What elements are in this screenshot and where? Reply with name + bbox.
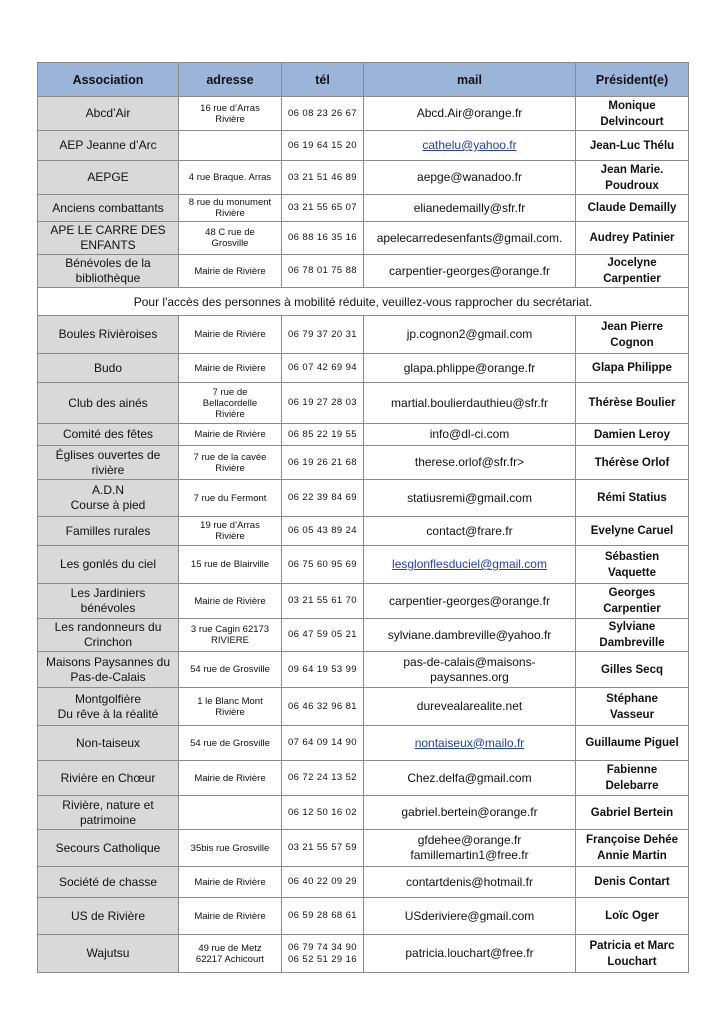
- president-cell: Guillaume Piguel: [576, 726, 689, 761]
- email-cell: apelecarredesenfants@gmail.com.: [364, 222, 576, 255]
- table-row: [38, 131, 689, 161]
- phone-cell: 06 59 28 68 61: [282, 898, 364, 935]
- table-row: [38, 222, 689, 255]
- table-row: [38, 161, 689, 195]
- association-cell: APE LE CARRE DES ENFANTS: [38, 222, 179, 255]
- association-cell: US de Rivière: [38, 898, 179, 935]
- phone-cell: 06 40 22 09 29: [282, 867, 364, 898]
- phone-cell: 06 79 37 20 31: [282, 316, 364, 354]
- president-cell: Georges Carpentier: [576, 584, 689, 619]
- address-cell: Mairie de Rivière: [179, 761, 282, 796]
- address-cell: 7 rue du Fermont: [179, 480, 282, 517]
- phone-cell: 03 21 55 57 59: [282, 830, 364, 867]
- address-cell: Mairie de Rivière: [179, 255, 282, 288]
- association-cell: Club des ainés: [38, 383, 179, 424]
- association-cell: Rivière en Chœur: [38, 761, 179, 796]
- address-cell: 54 rue de Grosville: [179, 652, 282, 688]
- accessibility-notice-row: [38, 288, 689, 316]
- association-cell: Bénévoles de la bibliothèque: [38, 255, 179, 288]
- association-cell: Secours Catholique: [38, 830, 179, 867]
- email-cell: statiusremi@gmail.com: [364, 480, 576, 517]
- address-cell: 35bis rue Grosville: [179, 830, 282, 867]
- president-cell: Sébastien Vaquette: [576, 546, 689, 584]
- address-cell: [179, 796, 282, 830]
- president-cell: Gilles Secq: [576, 652, 689, 688]
- email-cell: sylviane.dambreville@yahoo.fr: [364, 619, 576, 652]
- phone-cell: 06 19 27 28 03: [282, 383, 364, 424]
- president-cell: Rémi Statius: [576, 480, 689, 517]
- president-cell: Monique Delvincourt: [576, 97, 689, 131]
- header-association: Association: [38, 63, 179, 97]
- email-cell: info@dl-ci.com: [364, 424, 576, 446]
- header-row: [38, 63, 689, 97]
- email-cell: contartdenis@hotmail.fr: [364, 867, 576, 898]
- president-cell: Loïc Oger: [576, 898, 689, 935]
- header-mail: mail: [364, 63, 576, 97]
- address-cell: 8 rue du monument Rivière: [179, 195, 282, 222]
- president-cell: Stéphane Vasseur: [576, 688, 689, 726]
- table-body: [38, 97, 689, 973]
- association-cell: Budo: [38, 354, 179, 383]
- table-row: [38, 898, 689, 935]
- association-cell: Société de chasse: [38, 867, 179, 898]
- email-cell[interactable]: nontaiseux@mailo.fr: [364, 726, 576, 761]
- address-cell: Mairie de Rivière: [179, 424, 282, 446]
- association-cell: Familles rurales: [38, 517, 179, 546]
- president-cell: Jean Marie. Poudroux: [576, 161, 689, 195]
- president-cell: Fabienne Delebarre: [576, 761, 689, 796]
- associations-table: [37, 62, 689, 973]
- email-cell: therese.orlof@sfr.fr>: [364, 446, 576, 480]
- email-cell: glapa.phlippe@orange.fr: [364, 354, 576, 383]
- phone-cell: 06 05 43 89 24: [282, 517, 364, 546]
- email-cell: patricia.louchart@free.fr: [364, 935, 576, 973]
- table-row: [38, 935, 689, 973]
- phone-cell: 06 47 59 05 21: [282, 619, 364, 652]
- president-cell: Damien Leroy: [576, 424, 689, 446]
- president-cell: Claude Demailly: [576, 195, 689, 222]
- email-cell: Abcd.Air@orange.fr: [364, 97, 576, 131]
- header-adresse: adresse: [179, 63, 282, 97]
- association-cell: Églises ouvertes de rivière: [38, 446, 179, 480]
- phone-cell: 06 12 50 16 02: [282, 796, 364, 830]
- table-row: [38, 546, 689, 584]
- table-row: [38, 354, 689, 383]
- association-cell: Rivière, nature et patrimoine: [38, 796, 179, 830]
- phone-cell: 06 08 23 26 67: [282, 97, 364, 131]
- address-cell: 3 rue Cagin 62173 RIVIERE: [179, 619, 282, 652]
- email-cell: gfdehee@orange.fr famillemartin1@free.fr: [364, 830, 576, 867]
- association-cell: Wajutsu: [38, 935, 179, 973]
- phone-cell: 06 85 22 19 55: [282, 424, 364, 446]
- address-cell: Mairie de Rivière: [179, 584, 282, 619]
- table-row: [38, 97, 689, 131]
- association-cell: Les randonneurs du Crinchon: [38, 619, 179, 652]
- table-row: [38, 517, 689, 546]
- president-cell: Thérèse Boulier: [576, 383, 689, 424]
- association-cell: Les gonlés du ciel: [38, 546, 179, 584]
- header-tel: tél: [282, 63, 364, 97]
- accessibility-notice: Pour l'accès des personnes à mobilité réduite, veuillez-vous rapprocher du secrétariat.: [38, 288, 689, 316]
- association-cell: Maisons Paysannes du Pas-de-Calais: [38, 652, 179, 688]
- table-row: [38, 652, 689, 688]
- email-cell: carpentier-georges@orange.fr: [364, 584, 576, 619]
- table-row: [38, 255, 689, 288]
- email-cell: elianedemailly@sfr.fr: [364, 195, 576, 222]
- address-cell: 48 C rue de Grosville: [179, 222, 282, 255]
- phone-cell: 06 75 60 95 69: [282, 546, 364, 584]
- phone-cell: 06 19 26 21 68: [282, 446, 364, 480]
- email-cell[interactable]: lesglonflesduciel@gmail.com: [364, 546, 576, 584]
- address-cell: 16 rue d’Arras Rivière: [179, 97, 282, 131]
- address-cell: [179, 131, 282, 161]
- table-row: [38, 688, 689, 726]
- phone-cell: 03 21 55 61 70: [282, 584, 364, 619]
- table-row: [38, 316, 689, 354]
- president-cell: Sylviane Dambreville: [576, 619, 689, 652]
- address-cell: Mairie de Rivière: [179, 316, 282, 354]
- email-cell[interactable]: cathelu@yahoo.fr: [364, 131, 576, 161]
- table-row: [38, 830, 689, 867]
- president-cell: Audrey Patinier: [576, 222, 689, 255]
- president-cell: Denis Contart: [576, 867, 689, 898]
- association-cell: AEPGE: [38, 161, 179, 195]
- association-cell: Anciens combattants: [38, 195, 179, 222]
- table-row: [38, 195, 689, 222]
- address-cell: Mairie de Rivière: [179, 898, 282, 935]
- association-cell: Abcd’Air: [38, 97, 179, 131]
- address-cell: 4 rue Braque. Arras: [179, 161, 282, 195]
- association-cell: A.D.N Course à pied: [38, 480, 179, 517]
- address-cell: 15 rue de Blairville: [179, 546, 282, 584]
- email-cell: gabriel.bertein@orange.fr: [364, 796, 576, 830]
- address-cell: 7 rue de la cavée Rivière: [179, 446, 282, 480]
- phone-cell: 06 19 64 15 20: [282, 131, 364, 161]
- email-cell: aepge@wanadoo.fr: [364, 161, 576, 195]
- phone-cell: 07 64 09 14 90: [282, 726, 364, 761]
- table-row: [38, 619, 689, 652]
- president-cell: Thérèse Orlof: [576, 446, 689, 480]
- email-cell: pas-de-calais@maisons- paysannes.org: [364, 652, 576, 688]
- phone-cell: 06 07 42 69 94: [282, 354, 364, 383]
- table-row: [38, 761, 689, 796]
- table-row: [38, 383, 689, 424]
- president-cell: Glapa Philippe: [576, 354, 689, 383]
- table-row: [38, 867, 689, 898]
- phone-cell: 06 78 01 75 88: [282, 255, 364, 288]
- email-cell: contact@frare.fr: [364, 517, 576, 546]
- phone-cell: 06 72 24 13 52: [282, 761, 364, 796]
- email-cell: carpentier-georges@orange.fr: [364, 255, 576, 288]
- address-cell: 49 rue de Metz 62217 Achicourt: [179, 935, 282, 973]
- president-cell: Françoise Dehée Annie Martin: [576, 830, 689, 867]
- president-cell: Jean-Luc Thélu: [576, 131, 689, 161]
- phone-cell: 06 88 16 35 16: [282, 222, 364, 255]
- address-cell: 1 le Blanc Mont Rivière: [179, 688, 282, 726]
- phone-cell: 03 21 51 46 89: [282, 161, 364, 195]
- email-cell: jp.cognon2@gmail.com: [364, 316, 576, 354]
- president-cell: Patricia et Marc Louchart: [576, 935, 689, 973]
- email-cell: USderiviere@gmail.com: [364, 898, 576, 935]
- table-row: [38, 446, 689, 480]
- email-cell: durevealarealite.net: [364, 688, 576, 726]
- association-cell: Comité des fêtes: [38, 424, 179, 446]
- email-cell: martial.boulierdauthieu@sfr.fr: [364, 383, 576, 424]
- president-cell: Gabriel Bertein: [576, 796, 689, 830]
- address-cell: 19 rue d’Arras Rivière: [179, 517, 282, 546]
- phone-cell: 03 21 55 65 07: [282, 195, 364, 222]
- address-cell: Mairie de Rivière: [179, 354, 282, 383]
- table-row: [38, 424, 689, 446]
- association-cell: Non-taiseux: [38, 726, 179, 761]
- association-cell: AEP Jeanne d’Arc: [38, 131, 179, 161]
- address-cell: 54 rue de Grosville: [179, 726, 282, 761]
- table-row: [38, 584, 689, 619]
- header-president: Président(e): [576, 63, 689, 97]
- president-cell: Jean Pierre Cognon: [576, 316, 689, 354]
- table-row: [38, 796, 689, 830]
- phone-cell: 06 79 74 34 90 06 52 51 29 16: [282, 935, 364, 973]
- association-cell: Les Jardiniers bénévoles: [38, 584, 179, 619]
- table-row: [38, 480, 689, 517]
- association-cell: Boules Rivièroises: [38, 316, 179, 354]
- address-cell: 7 rue de Bellacordelle Rivière: [179, 383, 282, 424]
- president-cell: Jocelyne Carpentier: [576, 255, 689, 288]
- phone-cell: 09 64 19 53 99: [282, 652, 364, 688]
- address-cell: Mairie de Rivière: [179, 867, 282, 898]
- phone-cell: 06 22 39 84 69: [282, 480, 364, 517]
- president-cell: Evelyne Caruel: [576, 517, 689, 546]
- association-cell: Montgolfière Du rêve à la réalité: [38, 688, 179, 726]
- email-cell: Chez.delfa@gmail.com: [364, 761, 576, 796]
- table-row: [38, 726, 689, 761]
- phone-cell: 06 46 32 96 81: [282, 688, 364, 726]
